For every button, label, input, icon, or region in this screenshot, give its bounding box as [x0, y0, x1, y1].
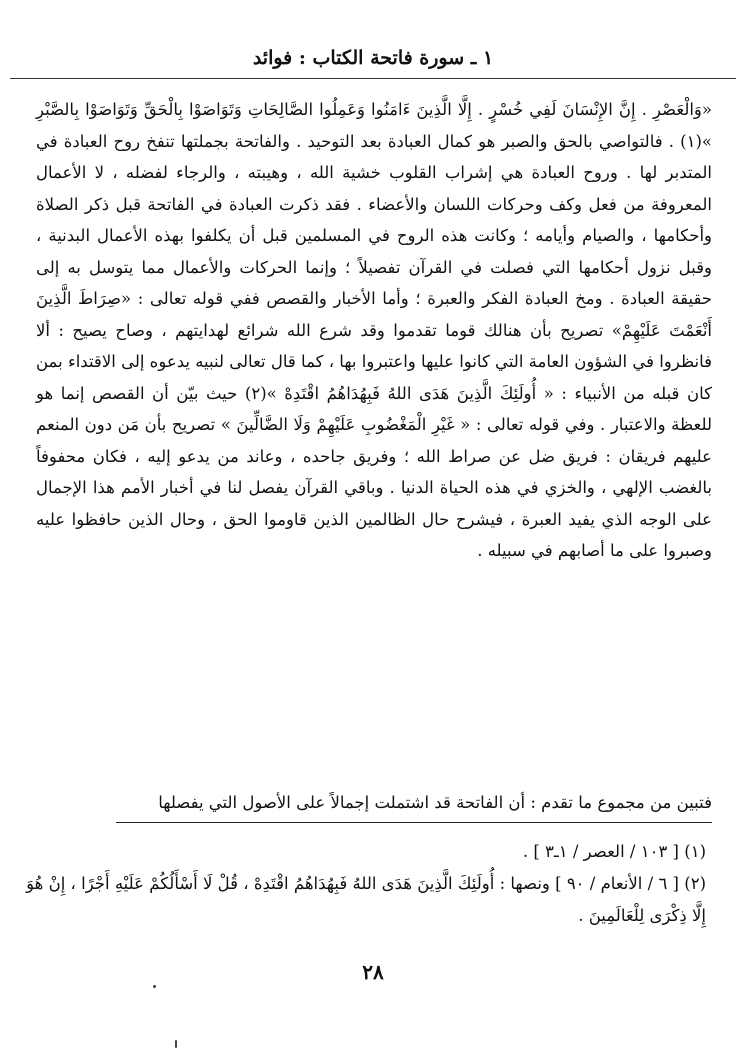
scan-speck [153, 985, 156, 988]
footnote-divider [116, 822, 712, 823]
footnotes [26, 836, 706, 932]
running-header [60, 40, 686, 76]
header-title: ١ ـ سورة فاتحة الكتاب : فوائد [252, 47, 494, 69]
main-text-continued [36, 770, 712, 835]
footnote-1: (١) [ ١٠٣ / العصر / ١ـ٣ ] . [522, 842, 706, 861]
main-text [36, 94, 712, 567]
footnote-2: (٢) [ ٦ / الأنعام / ٩٠ ] ونصها : أُولَئِكَ الَّذِينَ هَدَى اللهُ فَبِهُدَاهُمُ اقْتَدِهْ ، قُلْ لَا أَسْأَلُكُمْ عَلَيْهِ أَجْرًا ، إِنْ هُوَ إِلَّا ذِكْرَى لِلْعَالَمِينَ . [26, 874, 706, 925]
body-paragraph-1: «وَالْعَصْرِ . إِنَّ الإِنْسَانَ لَفِي خُسْرٍ . إِلَّا الَّذِينَ ءَامَنُوا وَعَمِلُوا الصَّالِحَاتِ وَتَوَاصَوْا بِالْحَقِّ وَتَوَاصَوْا بِالصَّبْرِ »(١) . فالتواصي بالحق والصبر هو كمال العبادة بعد التوحيد . والفاتحة بجملتها تنفخ روح العبادة في المتدبر لها . وروح العبادة هي إشراب القلوب خشية الله ، وهيبته ، والرجاء لفضله ، لا الأعمال المعروفة من فعل وكف وحركات اللسان والأعضاء . فقد ذكرت العبادة في الفاتحة قبل ذكر الصلاة وأحكامها ، والصيام وأيامه ؛ وكانت هذه الروح في المسلمين قبل أن يكلفوا بهذه الأعمال البدنية ، وقبل نزول أحكامها التي فصلت في القرآن تفصيلاً ؛ وإنما الحركات والأعمال مما يتوسل به إلى حقيقة العبادة . ومخ العبادة الفكر والعبرة ؛ وأما الأخبار والقصص ففي قوله تعالى : «صِرَاطَ الَّذِينَ أَنْعَمْتَ عَلَيْهِمْ» تصريح بأن هنالك قوما تقدموا وقد شرع الله شرائع لهدايتهم ، وصاح يصيح : ألا فانظروا في الشؤون العامة التي كانوا عليها واعتبروا بها ، كما قال تعالى لنبيه يدعوه إلى الاقتداء بمن كان قبله من الأنبياء : « أُولَئِكَ الَّذِينَ هَدَى اللهُ فَبِهُدَاهُمُ اقْتَدِهْ »(٢) حيث بيّن أن القصص إنما هو للعظة والاعتبار . وفي قوله تعالى : « غَيْرِ الْمَغْضُوبِ عَلَيْهِمْ وَلَا الضَّالِّينَ » تصريح بأن مَن دون المنعم عليهم فريقان : فريق ضل عن صراط الله ؛ وفريق جاحده ، وعاند من يدعو إليه ، فكان محفوفاً بالغضب الإلهي ، والخزي في هذه الحياة الدنيا . وباقي القرآن يفصل لنا في أخبار الأمم هذا الإجمال على الوجه الذي يفيد العبرة ، فيشرح حال الظالمين الذين قاوموا الحق ، وحال الذين حافظوا عليه وصبروا على ما أصابهم في سبيله . [36, 100, 712, 560]
page-number: ٢٨ [362, 960, 384, 984]
scan-speck [175, 1040, 177, 1048]
header-divider [10, 78, 736, 79]
body-paragraph-2: فتبين من مجموع ما تقدم : أن الفاتحة قد اشتملت إجمالاً على الأصول التي يفصلها [158, 792, 712, 812]
